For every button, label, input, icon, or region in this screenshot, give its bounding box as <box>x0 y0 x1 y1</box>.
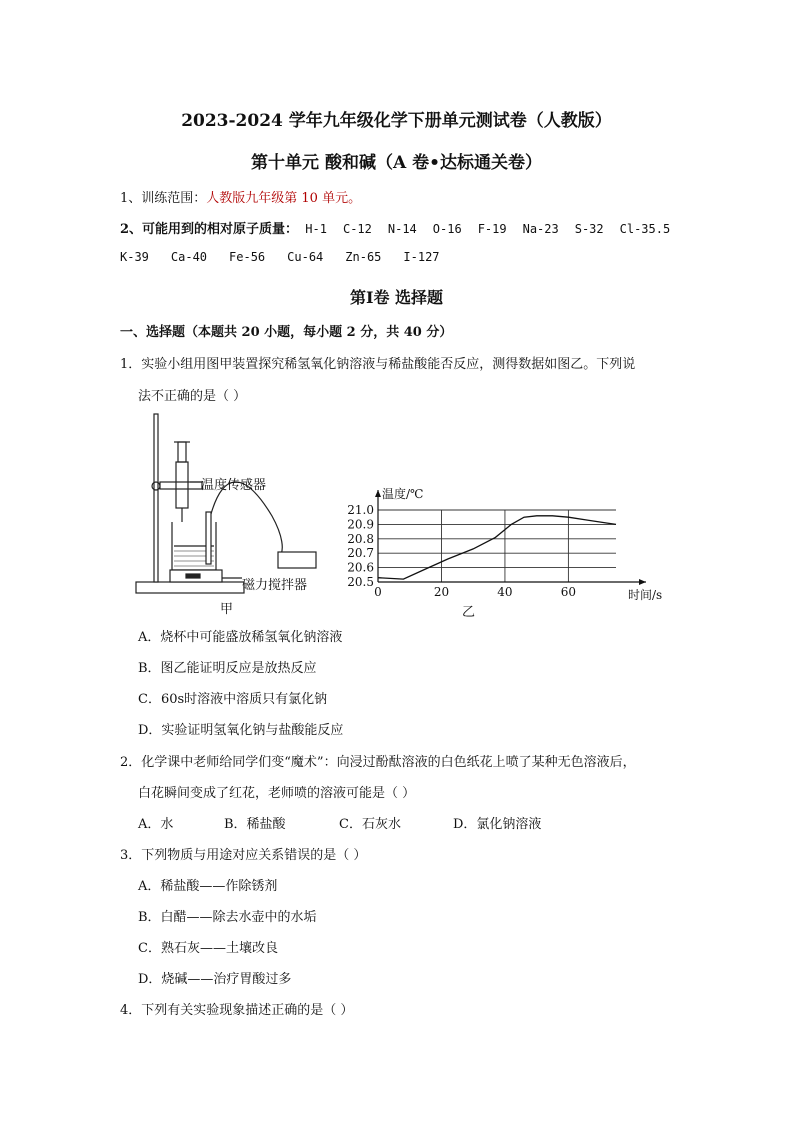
mass-row1 <box>298 222 686 236</box>
q2-stem-line2: 白花瞬间变成了红花，老师喷的溶液可能是（ ） <box>138 786 416 801</box>
range-prefix: 1、训练范围： <box>120 191 207 206</box>
mass-row2 <box>120 250 462 264</box>
atomic-mass-line <box>120 218 686 237</box>
y-tick-label: 20.7 <box>347 546 374 561</box>
x-axis-arrow <box>639 579 646 585</box>
q2-stem-line1: 2．化学课中老师给同学们变“魔术”：向浸过酚酞溶液的白色纸花上喷了某种无色溶液后， <box>120 755 636 770</box>
training-range <box>120 187 361 206</box>
q3-option-c: C．熟石灰——土壤改良 <box>138 941 278 956</box>
section-heading: 一、选择题（本题共 20 小题，每小题 2 分，共 40 分） <box>120 325 453 340</box>
y-tick-label: 20.8 <box>347 531 374 546</box>
q3-option-d: D．烧碱——治疗胃酸过多 <box>138 972 292 987</box>
mass-item: Cl-35.5 <box>619 222 671 236</box>
clamp-arm <box>160 482 202 489</box>
y-axis-arrow <box>375 490 381 497</box>
data-logger <box>278 552 316 568</box>
mass-item: S-32 <box>574 222 604 236</box>
figure-b-caption: 乙 <box>462 605 476 620</box>
mass-item: F-19 <box>477 222 507 236</box>
y-tick-label: 21.0 <box>347 503 374 517</box>
stand-base <box>136 582 244 593</box>
x-tick-label: 20 <box>433 585 450 599</box>
q1-option-d: D．实验证明氢氧化钠与盐酸能反应 <box>138 723 344 738</box>
q3-option-b: B．白醋——除去水壶中的水垢 <box>138 910 317 925</box>
mass-prefix: 2、可能用到的相对原子质量： <box>120 222 299 237</box>
mass-item: Zn-65 <box>345 250 382 264</box>
exam-title: 2023-2024 学年九年级化学下册单元测试卷（人教版） <box>181 111 612 131</box>
y-tick-label: 20.9 <box>347 517 374 532</box>
mass-item: Ca-40 <box>170 250 208 264</box>
y-tick-label: 20.6 <box>347 560 374 575</box>
x-tick-label: 0 <box>374 585 382 599</box>
q3-option-a: A．稀盐酸——作除锈剂 <box>138 879 278 894</box>
mass-item: H-1 <box>305 222 327 236</box>
range-value: 人教版九年级第 10 单元。 <box>206 191 362 206</box>
temperature-probe <box>206 512 211 564</box>
q3-stem: 3．下列物质与用途对应关系错误的是（ ） <box>120 848 367 863</box>
q1-option-b: B．图乙能证明反应是放热反应 <box>138 661 317 676</box>
sensor-label: 温度传感器 <box>201 478 267 493</box>
mass-item: Na-23 <box>522 222 559 236</box>
q1-option-c: C．60s时溶液中溶质只有氯化钠 <box>138 692 328 707</box>
mass-item: C-12 <box>342 222 372 236</box>
syringe-plunger <box>178 442 186 462</box>
mass-item: O-16 <box>432 222 462 236</box>
series-line <box>378 516 616 579</box>
stand-rod <box>154 414 158 582</box>
q2-option-d: D．氯化钠溶液 <box>453 817 542 832</box>
q1-option-a: A．烧杯中可能盛放稀氢氧化钠溶液 <box>138 630 343 645</box>
q2-option-b: B．稀盐酸 <box>224 817 286 832</box>
q4-stem: 4．下列有关实验现象描述正确的是（ ） <box>120 1003 354 1018</box>
x-axis-label: 时间/s <box>628 588 663 602</box>
q1-stem-line1: 1．实验小组用图甲装置探究稀氢氧化钠溶液与稀盐酸能否反应，测得数据如图乙。下列说 <box>120 357 636 372</box>
syringe-barrel <box>176 462 188 508</box>
temperature-chart <box>340 484 670 614</box>
y-axis-label: 温度/℃ <box>382 487 424 501</box>
x-tick-label: 60 <box>560 585 577 599</box>
unit-subtitle: 第十单元 酸和碱（A 卷•达标通关卷） <box>251 153 542 173</box>
stir-bar <box>186 574 200 578</box>
mass-item: Cu-64 <box>287 250 324 264</box>
mass-item: N-14 <box>387 222 417 236</box>
x-tick-label: 40 <box>497 585 513 599</box>
sensor-cable <box>211 482 282 558</box>
mass-item: Fe-56 <box>229 250 266 264</box>
mass-item: K-39 <box>120 250 149 264</box>
y-tick-label: 20.5 <box>347 575 374 589</box>
q2-option-a: A．水 <box>138 817 174 832</box>
mass-item: I-127 <box>403 250 440 264</box>
figure-a-caption: 甲 <box>220 602 234 617</box>
section-title: 第Ⅰ卷 选择题 <box>349 288 444 307</box>
stirrer-label: 磁力搅拌器 <box>242 578 308 593</box>
q1-stem-line2: 法不正确的是（ ） <box>138 389 247 404</box>
q2-option-c: C．石灰水 <box>339 817 401 832</box>
